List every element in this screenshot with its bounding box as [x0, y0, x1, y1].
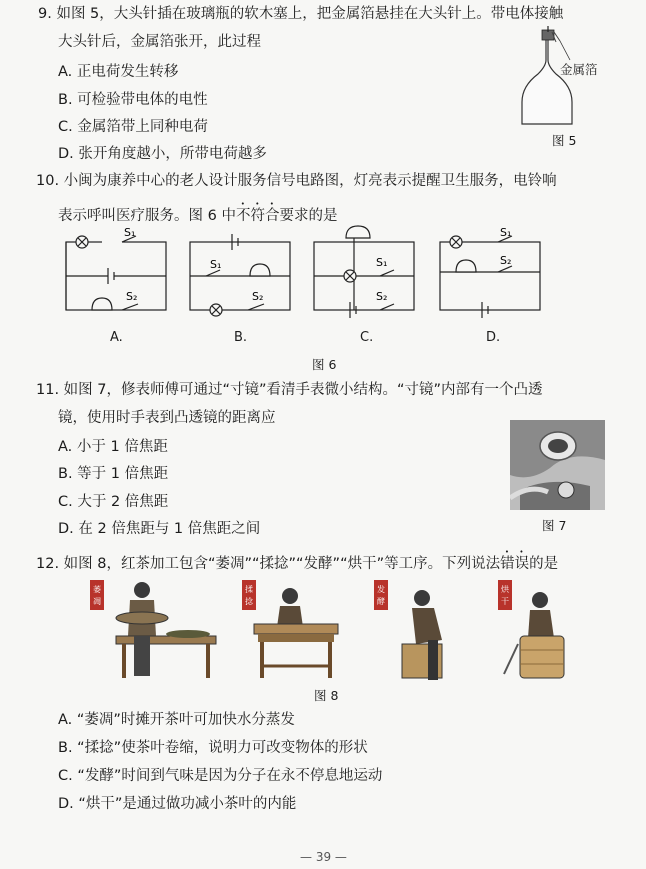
- q10-emphasis: 不符合: [235, 208, 280, 224]
- tea-step-2-char-1: 揉: [245, 585, 253, 594]
- q12-line1-post: 的是: [529, 556, 559, 572]
- tea-step-1-char-2: 凋: [93, 597, 101, 606]
- q12-option-c: C. “发酵”时间到气味是因为分子在永不停息地运动: [58, 768, 383, 784]
- q12-emphasis: 错误: [500, 556, 530, 572]
- circuit-label-d: D.: [486, 330, 501, 345]
- q9-line2: 大头针后，金属箔张开，此过程: [58, 34, 261, 50]
- circuit-d: [436, 228, 546, 323]
- q12-option-a: A. “萎凋”时摊开茶叶可加快水分蒸发: [58, 712, 295, 728]
- q12-line1-pre: 12. 如图 8，红茶加工包含“萎凋”“揉捻”“发酵”“烘干”等工序。下列说法: [36, 556, 501, 572]
- q9-option-a: A. 正电荷发生转移: [58, 64, 179, 80]
- circuit-label-c: C.: [360, 330, 374, 345]
- tea-step-4-char-1: 烘: [501, 585, 509, 594]
- circuit-c: [310, 222, 420, 322]
- tea-step-3-char-1: 发: [377, 585, 385, 594]
- q9-option-c: C. 金属箔带上同种电荷: [58, 119, 208, 135]
- tea-step-4-char-2: 干: [501, 597, 509, 606]
- q11-option-b: B. 等于 1 倍焦距: [58, 466, 169, 482]
- q11-option-d: D. 在 2 倍焦距与 1 倍焦距之间: [58, 521, 261, 537]
- tea-step-1-char-1: 萎: [93, 585, 101, 594]
- q12-option-b: B. “揉捻”使茶叶卷缩，说明力可改变物体的形状: [58, 740, 368, 756]
- q11-line1: 11. 如图 7，修表师傅可通过“寸镜”看清手表微小结构。“寸镜”内部有一个凸透: [36, 382, 543, 398]
- tea-step-2-char-2: 捻: [245, 597, 253, 606]
- circuit-a-s2: S₂: [126, 290, 138, 303]
- page-number: — 39 —: [300, 850, 347, 864]
- q11-option-a: A. 小于 1 倍焦距: [58, 439, 168, 455]
- tea-step-3-char-2: 酵: [377, 597, 385, 606]
- tea-step-drying: [496, 574, 586, 682]
- circuit-a: [62, 228, 172, 323]
- circuit-label-b: B.: [234, 330, 248, 345]
- q10-line1: 10. 小闽为康养中心的老人设计服务信号电路图，灯亮表示提醒卫生服务，电铃响: [36, 173, 557, 189]
- circuit-a-s1: S₁: [124, 228, 136, 239]
- circuit-d-s1: S₁: [500, 228, 512, 239]
- circuit-c-s2: S₂: [376, 290, 388, 303]
- fig7-caption: 图 7: [542, 518, 567, 533]
- foil-label: 金属箔: [560, 62, 598, 77]
- circuit-b: [186, 228, 296, 323]
- fig6-caption: 图 6: [312, 357, 337, 372]
- q9-option-b: B. 可检验带电体的电性: [58, 92, 208, 108]
- fig5-caption: 图 5: [552, 133, 577, 148]
- circuit-b-s1: S₁: [210, 258, 222, 271]
- q9-option-d: D. 张开角度越小，所带电荷越多: [58, 146, 267, 162]
- q10-line2: [58, 200, 337, 226]
- circuit-label-a: A.: [110, 330, 123, 345]
- tea-step-rolling: [240, 574, 340, 682]
- watchmaker-photo: [510, 420, 605, 510]
- circuit-b-s2: S₂: [252, 290, 264, 303]
- tea-step-fermenting: [372, 574, 462, 682]
- tea-step-withering: [88, 574, 228, 682]
- q9-line1: 9. 如图 5，大头针插在玻璃瓶的软木塞上，把金属箔悬挂在大头针上。带电体接触: [38, 6, 564, 22]
- q11-line2: 镜，使用时手表到凸透镜的距离应: [58, 410, 276, 426]
- q11-option-c: C. 大于 2 倍焦距: [58, 494, 169, 510]
- q12-line1: [36, 548, 558, 574]
- q10-line2-post: 要求的是: [279, 208, 338, 224]
- circuit-c-s1: S₁: [376, 256, 388, 269]
- q10-line2-pre: 表示呼叫医疗服务。图 6 中: [58, 208, 236, 224]
- q12-option-d: D. “烘干”是通过做功减小茶叶的内能: [58, 796, 297, 812]
- fig8-caption: 图 8: [314, 688, 339, 703]
- circuit-d-s2: S₂: [500, 254, 512, 267]
